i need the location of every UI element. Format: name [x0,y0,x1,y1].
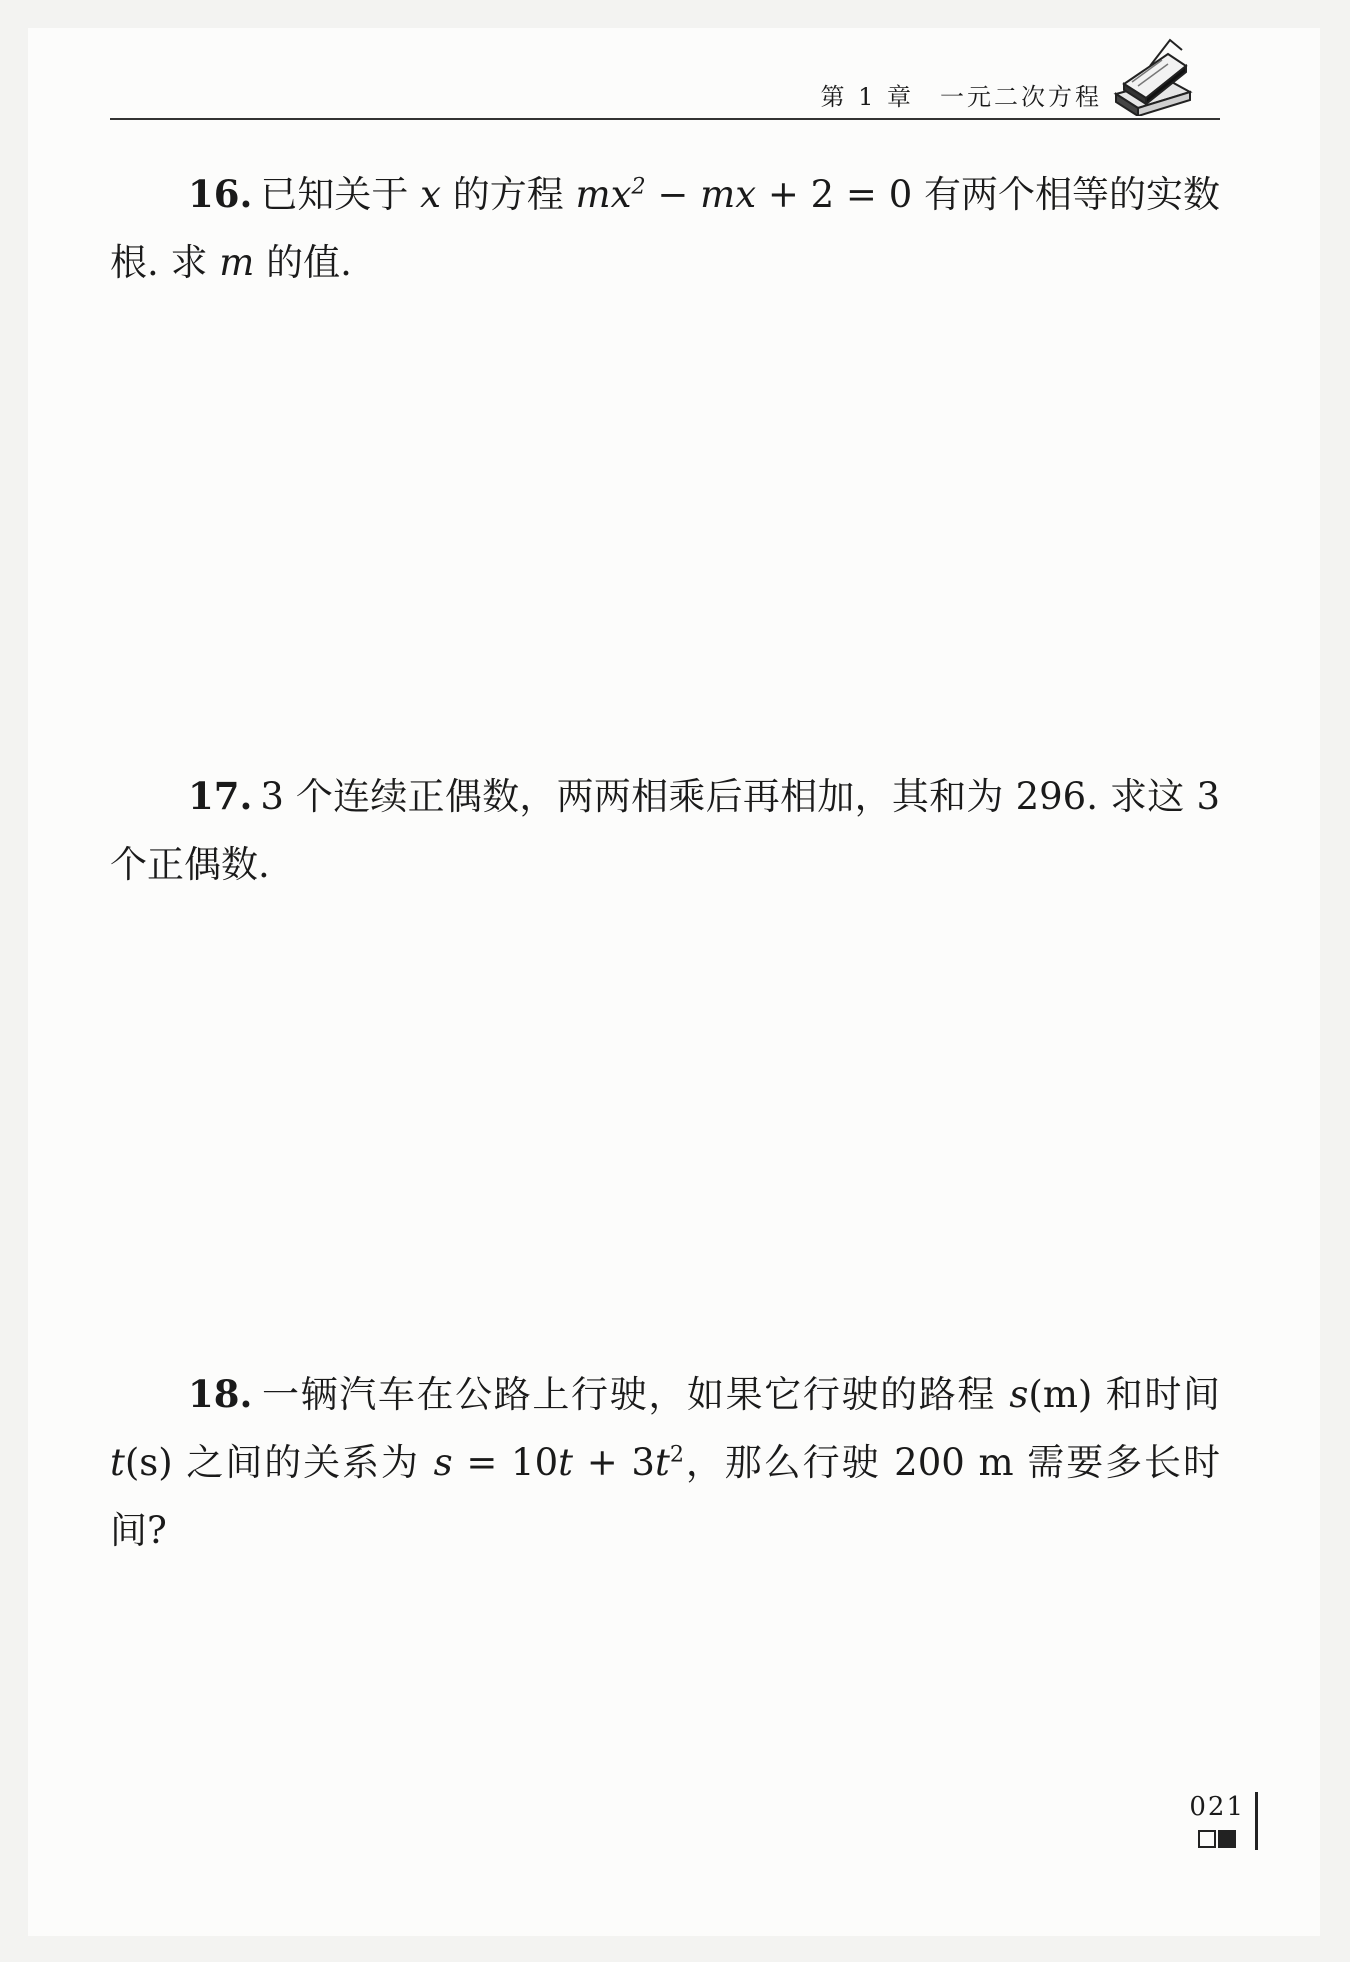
running-header [110,40,1220,120]
question-number: 18. [188,1372,253,1416]
question-17 [110,762,1220,899]
chapter-number: 第 1 章 [820,83,914,111]
page-footer [1189,1792,1258,1850]
book-stack-icon [1110,36,1194,116]
equation: $mx^2$ − mx [575,173,757,216]
chapter-title: 一元二次方程 [940,83,1102,111]
empty-square-icon [1198,1830,1216,1848]
question-number: 17. [188,774,253,818]
question-number: 16. [188,172,253,216]
page-number: 021 [1189,1792,1245,1822]
page-sheet [28,28,1320,1936]
folio-marks [1189,1828,1245,1850]
filled-square-icon [1218,1830,1236,1848]
question-18: 18. 一辆汽车在公路上行驶，如果它行驶的路程 s(m) 和时间 t(s) 之间的关系为 $s = 10t + 3t^2$，那么行驶 200 m 需要多长时间? [110,1372,1220,1552]
question-text: 3 个连续正偶数，两两相乘后再相加，其和为 296. 求这 3 个正偶数. [110,775,1220,886]
chapter-heading [820,77,1102,112]
question-16: 16. 已知关于 x 的方程 $mx^2$ − mx + 2 = 0 有两个相等的实数根. 求 m 的值. [110,172,1220,284]
